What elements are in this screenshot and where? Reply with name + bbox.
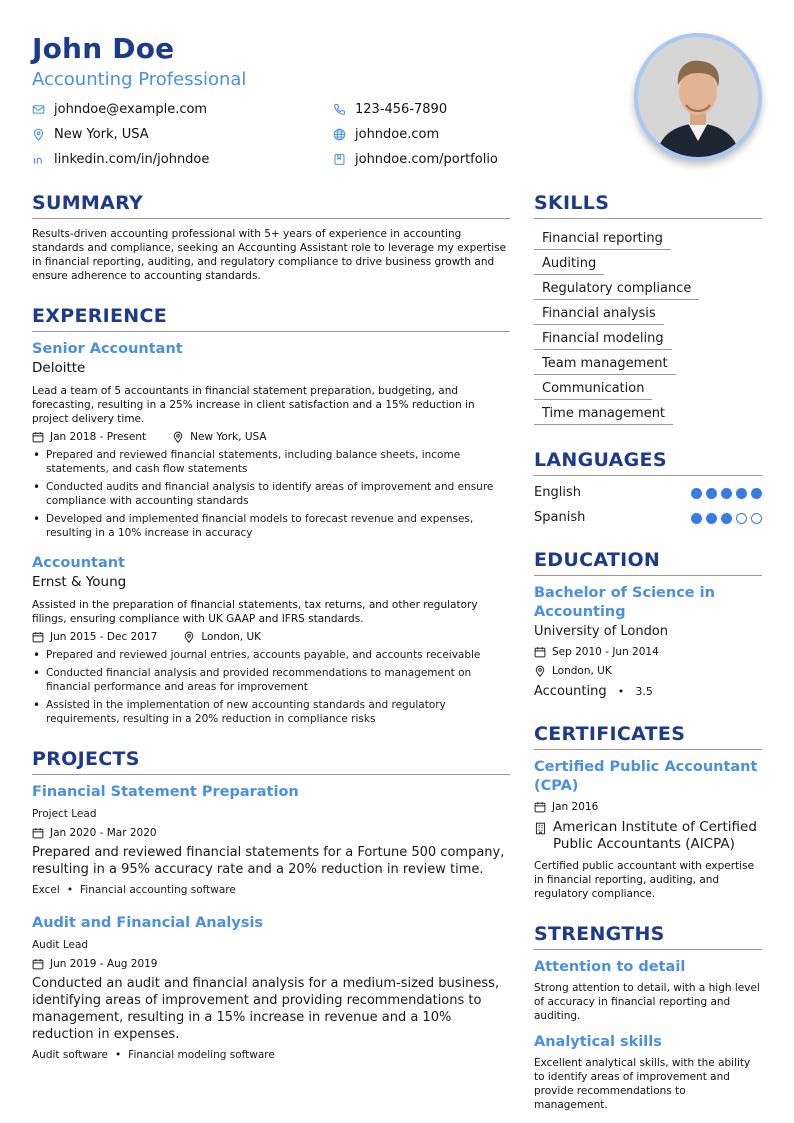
contact-list	[32, 100, 592, 169]
proficiency-dot-empty	[751, 513, 762, 524]
phone-text: 123-456-7890	[355, 102, 448, 117]
skill-item: Communication	[534, 379, 652, 400]
certificate-issuer: American Institute of Certified Public Accountants (AICPA)	[553, 819, 757, 852]
job-description: Lead a team of 5 accountants in financial statement preparation, budgeting, and forecasting, resulting in a 25% increase in client satisfaction and a 15% reduction in project delivery time.	[32, 385, 475, 425]
skill-item: Time management	[534, 404, 673, 425]
proficiency-dots	[691, 488, 762, 499]
proficiency-dots	[691, 513, 762, 524]
calendar-icon	[32, 431, 44, 443]
strength-title: Analytical skills	[534, 1034, 662, 1050]
project-title: Audit and Financial Analysis	[32, 915, 264, 931]
list-item: • Prepared and reviewed journal entries, accounts payable, and accounts receivable	[32, 648, 510, 662]
proficiency-dot-filled	[736, 488, 747, 499]
job-location: London, UK	[201, 631, 262, 643]
list-item: • Developed and implemented financial models to forecast revenue and expenses, resulting in a 10% increase in accuracy	[32, 512, 510, 540]
language-item	[534, 509, 762, 527]
section-heading: PROJECTS	[32, 746, 510, 775]
language-name: English	[534, 485, 581, 500]
project-tags: Audit software • Financial modeling software	[32, 1049, 275, 1061]
bullet-list	[32, 648, 510, 726]
project-item	[32, 783, 510, 898]
language-item	[534, 484, 762, 502]
section-heading: EDUCATION	[534, 547, 762, 576]
resume-header	[32, 30, 592, 169]
contact-location	[32, 125, 333, 144]
calendar-icon	[534, 646, 546, 658]
skill-item: Team management	[534, 354, 676, 375]
avatar	[638, 37, 758, 157]
certificate-date: Jan 2016	[552, 801, 599, 813]
project-role: Audit Lead	[32, 939, 89, 951]
section-heading: STRENGTHS	[534, 921, 762, 950]
profile-photo	[634, 33, 762, 161]
person-name: John Doe	[32, 32, 175, 65]
education-location: London, UK	[552, 665, 612, 677]
bookmark-icon	[333, 153, 346, 166]
experience-item	[32, 554, 510, 726]
certificate-date-row	[534, 799, 762, 815]
education-gpa: 3.5	[635, 685, 653, 698]
certificate-title: Certified Public Accountant (CPA)	[534, 759, 758, 794]
linkedin-text: linkedin.com/in/johndoe	[54, 152, 210, 167]
strength-item	[534, 1033, 762, 1112]
language-name: Spanish	[534, 510, 586, 525]
skill-item: Financial modeling	[534, 329, 672, 350]
project-dates: Jun 2019 - Aug 2019	[50, 958, 158, 970]
education-location-row	[534, 663, 762, 679]
calendar-icon	[32, 958, 44, 970]
contact-portfolio[interactable]	[333, 150, 533, 169]
contact-phone[interactable]	[333, 100, 533, 119]
school-name: University of London	[534, 624, 669, 639]
job-meta	[32, 429, 510, 445]
job-meta	[32, 629, 510, 645]
project-description: Conducted an audit and financial analysis for a medium-sized business, identifying areas of improvement and providing recommendations to management, resulting in a 15% increase in revenue and a 10% reduction in expenses.	[32, 976, 500, 1042]
right-column	[534, 190, 762, 1123]
map-pin-icon	[534, 665, 546, 677]
education-field: Accounting	[534, 684, 607, 699]
email-text: johndoe@example.com	[54, 102, 208, 117]
project-item	[32, 914, 510, 1063]
job-location: New York, USA	[190, 431, 267, 443]
strengths-section	[534, 921, 762, 1112]
calendar-icon	[32, 631, 44, 643]
job-dates: Jan 2018 - Present	[50, 431, 147, 443]
section-heading: CERTIFICATES	[534, 721, 762, 750]
proficiency-dot-filled	[691, 513, 702, 524]
job-title: Senior Accountant	[32, 341, 183, 357]
proficiency-dot-filled	[706, 488, 717, 499]
tag: Financial accounting software	[80, 884, 236, 896]
project-meta	[32, 825, 510, 841]
skill-item: Financial reporting	[534, 229, 671, 250]
job-description: Assisted in the preparation of financial statements, tax returns, and other regulatory filings, ensuring compliance with UK GAAP and IFRS standards.	[32, 599, 478, 625]
certificates-section	[534, 721, 762, 901]
certificate-description: Certified public accountant with expertise in financial reporting, auditing, and regulatory compliance.	[534, 860, 755, 900]
proficiency-dot-filled	[751, 488, 762, 499]
tag: Excel	[32, 884, 60, 896]
globe-icon	[333, 128, 346, 141]
skill-item: Auditing	[534, 254, 604, 275]
map-pin-icon	[172, 431, 184, 443]
list-item: • Assisted in the implementation of new accounting standards and regulatory requirements, resulting in a 20% reduction in compliance risks	[32, 698, 510, 726]
education-section	[534, 547, 762, 701]
project-description: Prepared and reviewed financial statements for a Fortune 500 company, resulting in a 95% accuracy rate and a 20% reduction in review time.	[32, 845, 505, 877]
skills-list	[534, 227, 762, 427]
left-column	[32, 190, 510, 1083]
strength-item	[534, 958, 762, 1023]
project-meta	[32, 956, 510, 972]
section-heading: SKILLS	[534, 190, 762, 219]
experience-item	[32, 340, 510, 540]
education-field-row: Accounting • 3.5	[534, 684, 653, 699]
section-heading: SUMMARY	[32, 190, 510, 219]
company-name: Ernst & Young	[32, 574, 127, 590]
map-pin-icon	[32, 128, 45, 141]
proficiency-dot-filled	[706, 513, 717, 524]
proficiency-dot-filled	[721, 513, 732, 524]
mail-icon	[32, 103, 45, 116]
bullet-list	[32, 448, 510, 540]
summary-text: Results-driven accounting professional with 5+ years of experience in accounting standards and compliance, seeking an Accounting Assistant role to leverage my expertise in financial reporting, auditing, and regulatory compliance to drive business growth and ensure adherence to accounting standards.	[32, 228, 507, 282]
list-item: • Conducted financial analysis and provided recommendations to management on financial performance and areas for improvement	[32, 666, 510, 694]
map-pin-icon	[183, 631, 195, 643]
section-heading: EXPERIENCE	[32, 303, 510, 332]
contact-website[interactable]	[333, 125, 533, 144]
tag: Financial modeling software	[128, 1049, 275, 1061]
project-dates: Jan 2020 - Mar 2020	[50, 827, 157, 839]
website-text: johndoe.com	[355, 127, 440, 142]
contact-linkedin[interactable]	[32, 150, 333, 169]
job-title: Accountant	[32, 555, 125, 571]
tag: Audit software	[32, 1049, 108, 1061]
strength-title: Attention to detail	[534, 959, 686, 975]
location-text: New York, USA	[54, 127, 149, 142]
project-title: Financial Statement Preparation	[32, 784, 299, 800]
skill-item: Financial analysis	[534, 304, 664, 325]
building-icon	[534, 822, 547, 835]
education-dates: Sep 2010 - Jun 2014	[552, 646, 659, 658]
experience-section	[32, 303, 510, 726]
phone-icon	[333, 103, 346, 116]
degree-title: Bachelor of Science in Accounting	[534, 585, 715, 620]
job-title: Accounting Professional	[32, 69, 247, 90]
project-tags: Excel • Financial accounting software	[32, 884, 236, 896]
list-item: • Prepared and reviewed financial statements, including balance sheets, income statements, and cash flow statements	[32, 448, 510, 476]
certificate-issuer-row	[534, 819, 762, 853]
calendar-icon	[534, 801, 546, 813]
proficiency-dot-filled	[691, 488, 702, 499]
company-name: Deloitte	[32, 360, 86, 376]
job-dates: Jun 2015 - Dec 2017	[50, 631, 158, 643]
proficiency-dot-empty	[736, 513, 747, 524]
projects-section	[32, 746, 510, 1063]
education-dates-row	[534, 644, 762, 660]
contact-email[interactable]	[32, 100, 333, 119]
project-role: Project Lead	[32, 808, 97, 820]
skills-section	[534, 190, 762, 427]
linkedin-icon	[32, 153, 45, 166]
section-heading: LANGUAGES	[534, 447, 762, 476]
strength-description: Excellent analytical skills, with the ability to identify areas of improvement and provide recommendations to management.	[534, 1057, 751, 1111]
calendar-icon	[32, 827, 44, 839]
summary-section	[32, 190, 510, 283]
languages-section	[534, 447, 762, 527]
skill-item: Regulatory compliance	[534, 279, 699, 300]
proficiency-dot-filled	[721, 488, 732, 499]
strength-description: Strong attention to detail, with a high level of accuracy in financial reporting and auditing.	[534, 982, 760, 1022]
list-item: • Conducted audits and financial analysis to identify areas of improvement and ensure compliance with accounting standards	[32, 480, 510, 508]
portfolio-text: johndoe.com/portfolio	[355, 152, 498, 167]
